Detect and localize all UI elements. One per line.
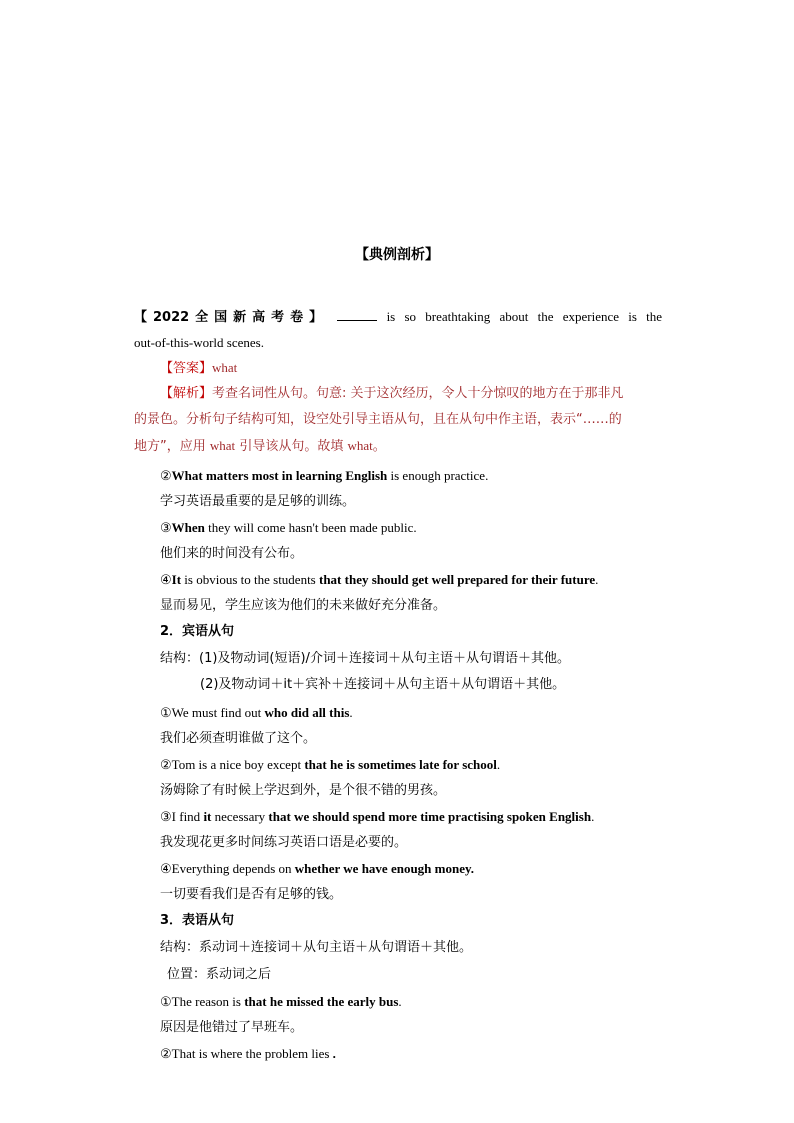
example-number: ③	[160, 809, 172, 824]
answer-line	[160, 359, 237, 378]
object-example-3	[160, 808, 594, 826]
example-pre: I find	[171, 809, 204, 824]
object-example-1-cn: 我们必须查明谁做了这个。	[160, 731, 317, 746]
section-heading: 【典例剖析】	[355, 247, 439, 263]
analysis-line1	[160, 385, 662, 403]
object-example-4-cn: 一切要看我们是否有足够的钱。	[160, 887, 343, 902]
answer-tag: 【答案】	[160, 361, 213, 376]
object-example-3-cn: 我发现花更多时间练习英语口语是必要的。	[160, 835, 408, 850]
example-question-line2: out-of-this-world scenes.	[134, 335, 264, 350]
predicative-example-2	[160, 1045, 336, 1063]
example-pre: That is where the problem lies	[171, 1046, 330, 1061]
subject-example-4	[160, 571, 598, 589]
example-bold: that he is sometimes late for school	[304, 757, 497, 772]
example-end: .	[496, 757, 501, 772]
section-2-structure-2: (2)及物动词＋it＋宾补＋连接词＋从句主语＋从句谓语＋其他。	[200, 677, 566, 692]
example-number: ②	[160, 757, 172, 772]
example-end: .	[329, 1046, 336, 1061]
section-3-title: 3．表语从句	[160, 913, 235, 928]
object-example-2	[160, 756, 500, 774]
source-tag: 【2022全国新高考卷】	[134, 310, 329, 325]
example-bold-2: that they should get well prepared for their future	[319, 572, 596, 587]
example-end: .	[349, 705, 353, 720]
subject-example-3-cn: 他们来的时间没有公布。	[160, 546, 304, 561]
example-number: ③	[160, 520, 172, 535]
answer-blank	[337, 308, 377, 321]
analysis-what-2: what	[347, 438, 373, 453]
analysis-text-3a: 地方”，应用	[134, 439, 206, 454]
object-example-2-cn: 汤姆除了有时候上学迟到外，是个很不错的男孩。	[160, 783, 447, 798]
example-bold: that he missed the early bus	[244, 994, 399, 1009]
example-number: ④	[160, 861, 172, 876]
analysis-text-3b: 引导该从句。故填	[239, 439, 344, 454]
analysis-tag: 【解析】	[160, 386, 213, 401]
example-number: ①	[160, 705, 172, 720]
example-pre: We must find out	[171, 705, 265, 720]
example-end: .	[595, 572, 599, 587]
predicative-example-1-cn: 原因是他错过了早班车。	[160, 1020, 304, 1035]
section-2-structure-1: 结构：(1)及物动词(短语)/介词＋连接词＋从句主语＋从句谓语＋其他。	[160, 651, 570, 666]
section-2-title: 2．宾语从句	[160, 624, 235, 639]
example-pre: The reason is	[171, 994, 245, 1009]
example-number: ④	[160, 572, 172, 587]
example-rest: they will come hasn't been made public.	[204, 520, 417, 535]
example-mid: is obvious to the students	[181, 572, 319, 587]
section-3-position: 位置：系动词之后	[167, 967, 272, 982]
example-pre: Everything depends on	[171, 861, 295, 876]
analysis-text-2a: 的景色。分析句子结构可知，设空处引导主语从句，且在从句中作主语，表示“	[134, 412, 583, 427]
example-end: .	[591, 809, 595, 824]
example-pre: Tom is a nice boy except	[171, 757, 305, 772]
analysis-line3	[134, 437, 386, 456]
analysis-line2	[134, 411, 622, 429]
example-rest: is enough practice.	[387, 468, 489, 483]
example-end: .	[398, 994, 402, 1009]
object-example-1	[160, 704, 353, 722]
example-number: ②	[160, 1046, 172, 1061]
example-bold: whether we have enough money.	[294, 861, 475, 876]
example-bold: What matters most in learning English	[171, 468, 388, 483]
example-bold: it	[203, 809, 212, 824]
example-bold: who did all this	[264, 705, 350, 720]
subject-example-3	[160, 519, 417, 537]
example-number: ①	[160, 994, 172, 1009]
subject-example-2-cn: 学习英语最重要的是足够的训练。	[160, 494, 356, 509]
section-3-structure: 结构：系动词＋连接词＋从句主语＋从句谓语＋其他。	[160, 940, 473, 955]
example-bold: It	[171, 572, 182, 587]
example-mid: necessary	[211, 809, 269, 824]
answer-value: what	[212, 360, 238, 375]
analysis-text-1: 考查名词性从句。句意: 关于这次经历，令人十分惊叹的地方在于那非凡	[212, 386, 624, 401]
analysis-what-1: what	[209, 438, 236, 453]
analysis-text-2b: ……的	[582, 412, 622, 427]
predicative-example-1	[160, 993, 402, 1011]
question-text: is so breathtaking about the experience is the	[386, 309, 663, 324]
example-number: ②	[160, 468, 172, 483]
object-example-4	[160, 860, 474, 878]
example-bold: When	[171, 520, 205, 535]
subject-example-2	[160, 467, 488, 485]
example-bold-2: that we should spend more time practising spoken English	[268, 809, 592, 824]
analysis-text-3-end: 。	[372, 439, 386, 454]
example-question-line1	[134, 308, 662, 327]
subject-example-4-cn: 显而易见，学生应该为他们的未来做好充分准备。	[160, 598, 447, 613]
